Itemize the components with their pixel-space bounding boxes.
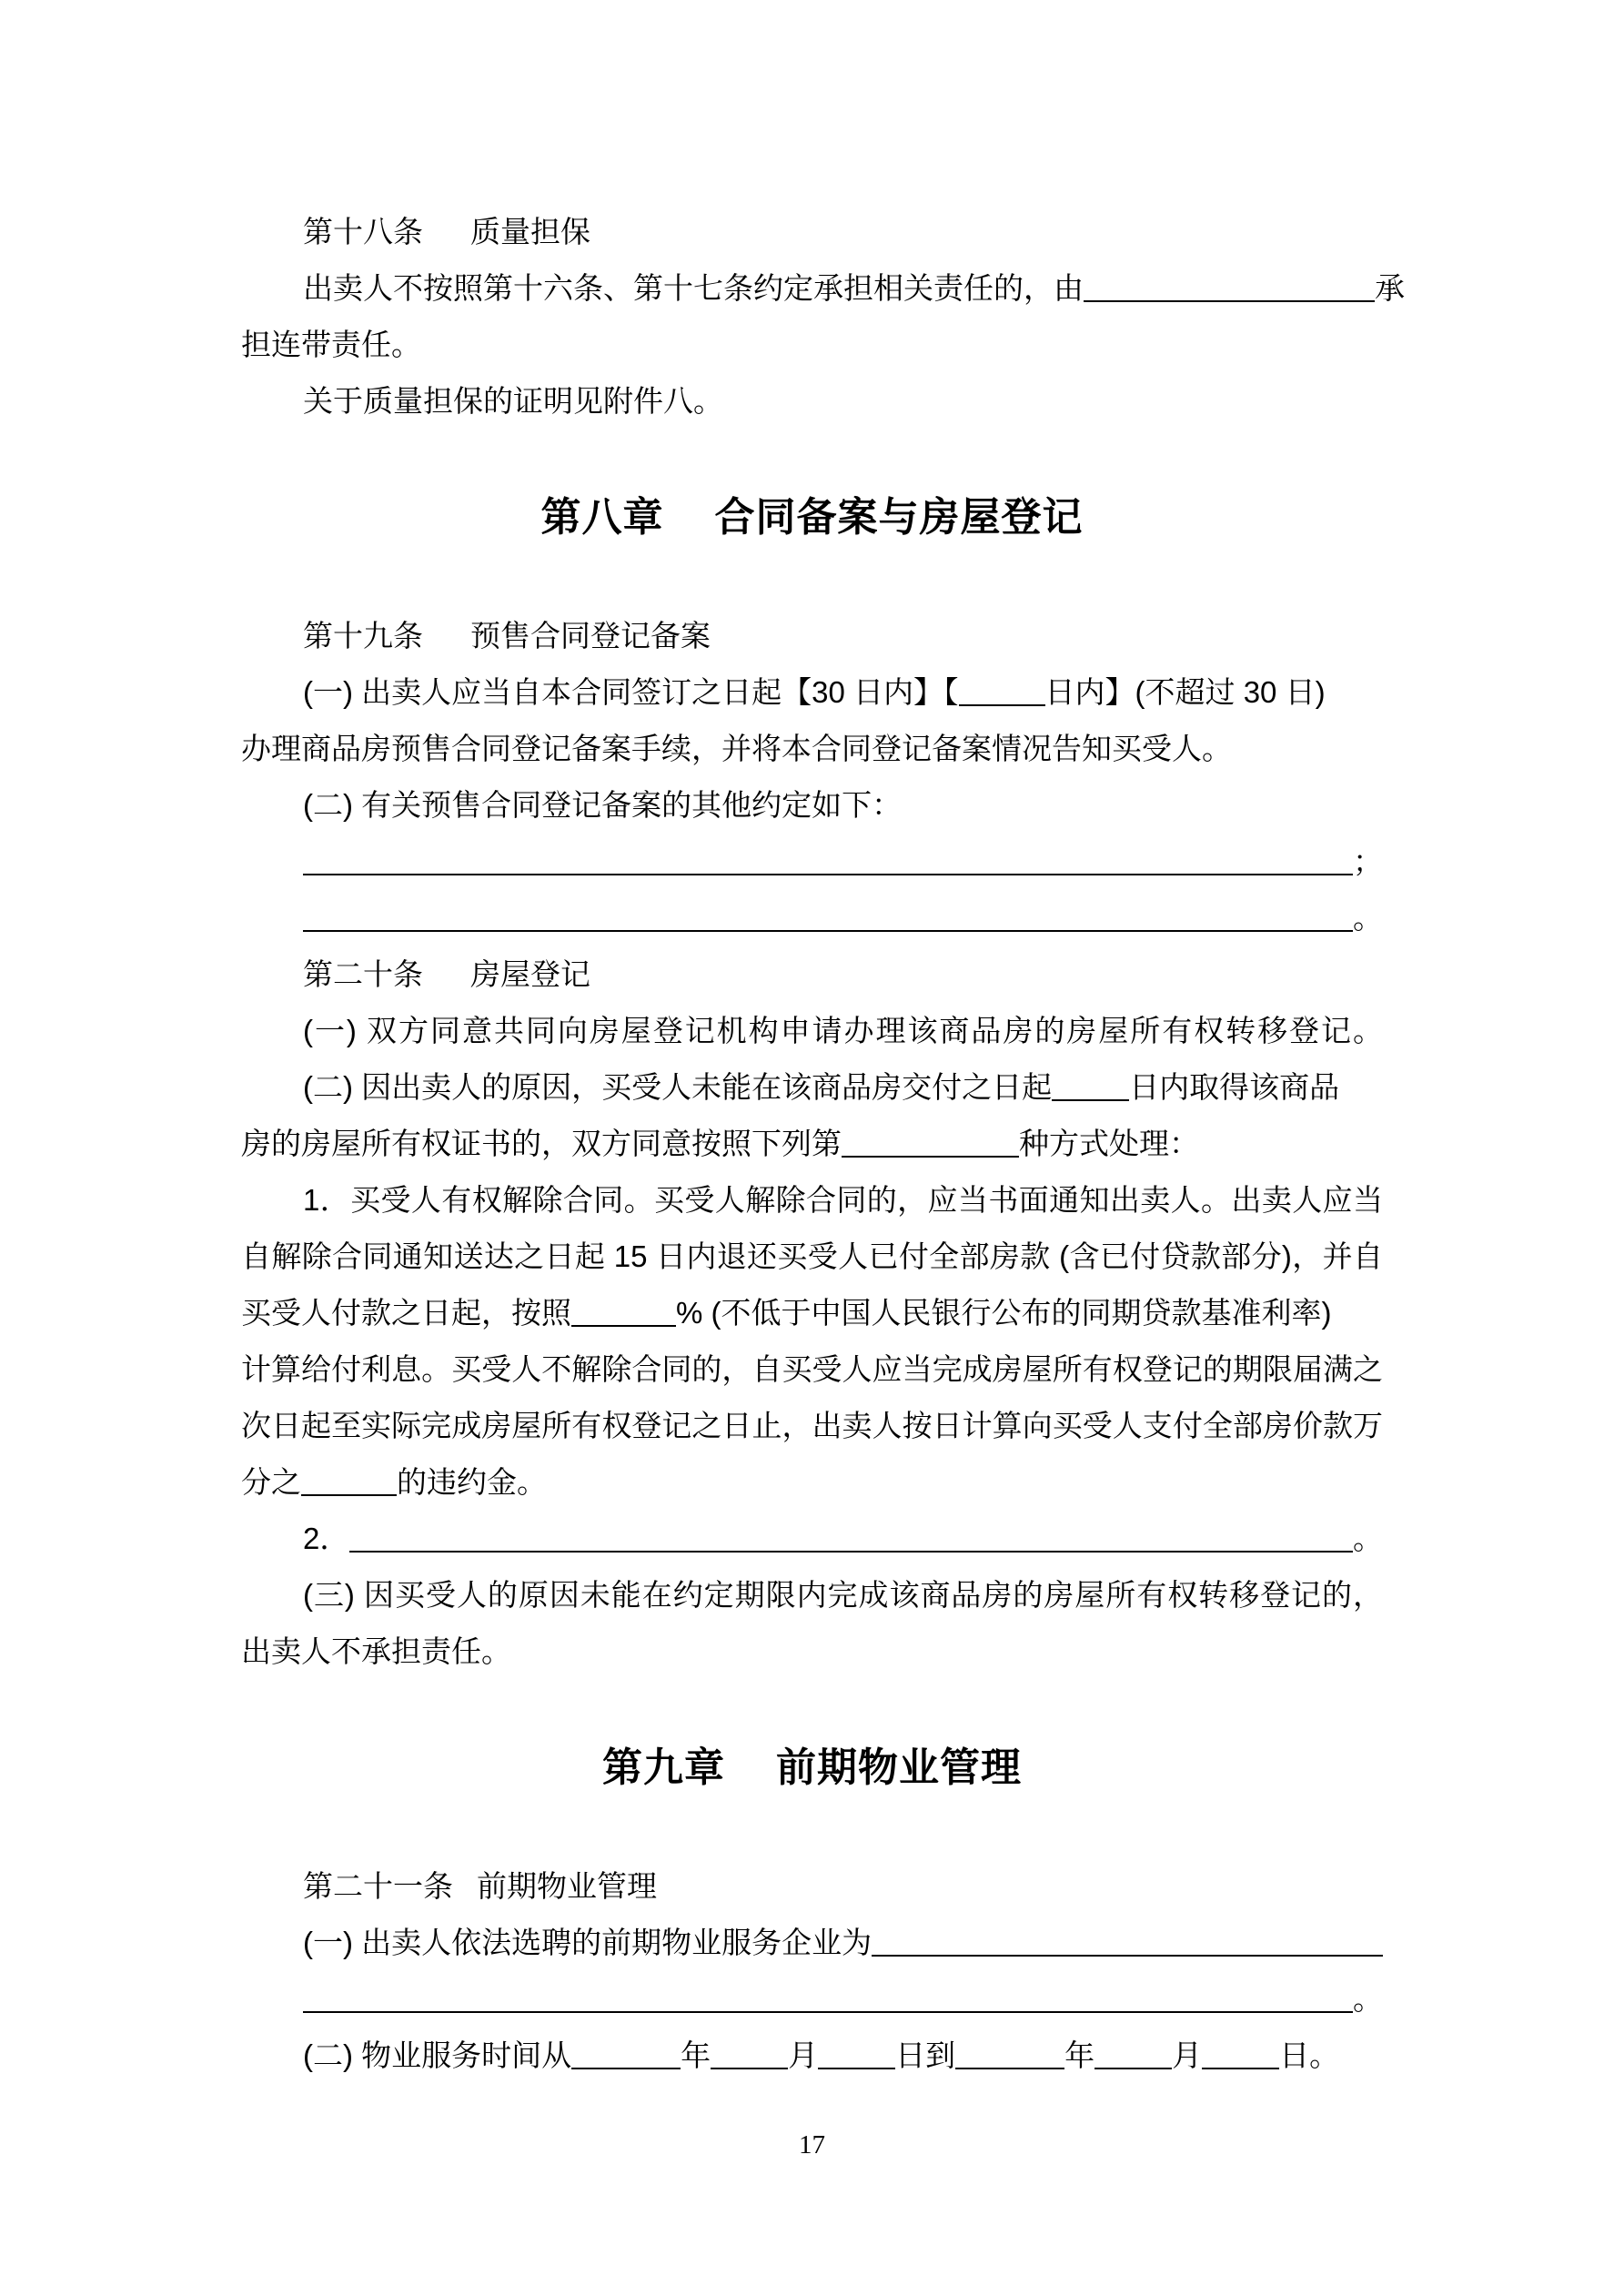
- text-run: 合同备案与房屋登记: [714, 495, 1084, 540]
- text-run: 关于质量担保的证明见附件八。: [303, 384, 723, 418]
- blank-underline: [872, 1947, 1383, 1957]
- text-run: 前期物业管理: [776, 1745, 1022, 1790]
- document-line: [241, 1623, 1383, 1680]
- text-run: (一) 双方同意共同向房屋登记机构申请办理该商品房的房屋所有权转移登记。: [303, 1014, 1383, 1047]
- document-line: [241, 1285, 1383, 1341]
- document-line: [241, 1229, 1383, 1285]
- text-run: 日。: [1279, 2038, 1340, 2072]
- blank-underline: [1094, 2060, 1172, 2069]
- blank-underline: [818, 2060, 895, 2069]
- text-run: 第八章: [540, 495, 664, 540]
- document-line: [241, 1398, 1383, 1454]
- text-run: 。: [1353, 1522, 1383, 1555]
- text-run: 月: [788, 2038, 819, 2072]
- blank-underline: [301, 1487, 397, 1496]
- article-heading: [241, 946, 1383, 1003]
- text-run: 的违约金。: [397, 1465, 547, 1499]
- blank-underline: [959, 697, 1045, 706]
- document-body: [241, 0, 1405, 2084]
- page-number: 17: [799, 2130, 825, 2159]
- text-run: 年: [681, 2038, 711, 2072]
- text-run: (二) 物业服务时间从: [303, 2038, 572, 2072]
- text-run: 日内取得该商品: [1129, 1070, 1340, 1104]
- article-heading: [241, 608, 1383, 664]
- text-run: 1．买受人有权解除合同。买受人解除合同的，应当书面通知出卖人。出卖人应当: [303, 1183, 1383, 1217]
- text-run: 种方式处理：: [1019, 1127, 1199, 1160]
- text-run: (一) 出卖人依法选聘的前期物业服务企业为: [303, 1926, 873, 1959]
- document-line: [241, 317, 1383, 373]
- text-run: 办理商品房预售合同登记备案手续，并将本合同登记备案情况告知买受人。: [241, 732, 1232, 765]
- text-run: % (不低于中国人民银行公布的同期贷款基准利率): [676, 1296, 1332, 1330]
- document-line: [241, 1511, 1383, 1567]
- text-run: 房的房屋所有权证书的，双方同意按照下列第: [241, 1127, 842, 1160]
- text-run: 计算给付利息。买受人不解除合同的，自买受人应当完成房屋所有权登记的期限届满之: [241, 1352, 1383, 1386]
- text-run: 第二十条: [303, 957, 423, 991]
- text-run: 第十八条: [303, 215, 423, 248]
- document-line: [241, 1059, 1383, 1116]
- article-heading: [241, 1858, 1383, 1915]
- text-run: 自解除合同通知送达之日起 15 日内退还买受人已付全部房款 (含已付贷款部分)，并自: [241, 1239, 1383, 1273]
- document-line: [241, 1454, 1383, 1511]
- text-run: ；: [1353, 845, 1383, 878]
- text-run: 前期物业管理: [477, 1869, 657, 1903]
- blank-underline: [955, 2060, 1064, 2069]
- text-run: 。: [1353, 901, 1383, 935]
- text-run: 买受人付款之日起，按照: [241, 1296, 571, 1330]
- document-line: [241, 834, 1383, 890]
- text-run: 年: [1064, 2038, 1095, 2072]
- text-run: 出卖人不按照第十六条、第十七条约定承担相关责任的，由: [303, 271, 1084, 305]
- document-line: [241, 260, 1405, 317]
- text-run: 承: [1375, 271, 1405, 305]
- text-run: (二) 因出卖人的原因，买受人未能在该商品房交付之日起: [303, 1070, 1053, 1104]
- document-line: [241, 1341, 1383, 1398]
- document-line: [241, 777, 1383, 834]
- text-run: (二) 有关预售合同登记备案的其他约定如下：: [303, 788, 903, 822]
- chapter-heading: [241, 480, 1383, 555]
- blank-underline: [1084, 293, 1375, 302]
- blank-underline: [303, 2004, 1353, 2013]
- blank-underline: [1202, 2060, 1279, 2069]
- document-line: [241, 1567, 1383, 1623]
- blank-underline: [349, 1543, 1353, 1553]
- text-run: 次日起至实际完成房屋所有权登记之日止，出卖人按日计算向买受人支付全部房价款万: [241, 1409, 1383, 1442]
- chapter-heading: [241, 1731, 1383, 1805]
- text-run: 分之: [241, 1465, 301, 1499]
- document-line: [241, 664, 1383, 721]
- text-run: 2．: [303, 1522, 350, 1555]
- text-run: 第十九条: [303, 619, 423, 652]
- article-heading: [241, 204, 1383, 260]
- blank-underline: [303, 866, 1353, 875]
- document-line: [241, 890, 1383, 946]
- blank-underline: [842, 1148, 1019, 1158]
- document-line: [241, 1172, 1383, 1229]
- document-line: [241, 721, 1383, 777]
- text-run: 日内】(不超过 30 日): [1044, 675, 1326, 709]
- text-run: 第九章: [602, 1745, 725, 1790]
- text-run: 第二十一条: [303, 1869, 453, 1903]
- blank-underline: [571, 1318, 676, 1327]
- text-run: 日到: [895, 2038, 956, 2072]
- text-run: (三) 因买受人的原因未能在约定期限内完成该商品房的房屋所有权转移登记的，: [303, 1578, 1383, 1612]
- blank-underline: [711, 2060, 788, 2069]
- blank-underline: [303, 923, 1353, 932]
- text-run: 质量担保: [470, 215, 590, 248]
- document-line: [241, 373, 1383, 430]
- text-run: 房屋登记: [470, 957, 590, 991]
- text-run: 担连带责任。: [241, 328, 421, 361]
- text-run: 月: [1172, 2038, 1203, 2072]
- text-run: (一) 出卖人应当自本合同签订之日起【30 日内】【: [303, 675, 959, 709]
- document-line: [241, 2028, 1383, 2084]
- document-line: [241, 1003, 1383, 1059]
- blank-underline: [571, 2060, 681, 2069]
- document-line: [241, 1915, 1383, 1971]
- document-line: [241, 1971, 1383, 2028]
- blank-underline: [1052, 1092, 1129, 1101]
- text-run: 。: [1353, 1982, 1383, 2016]
- text-run: 预售合同登记备案: [470, 619, 711, 652]
- document-line: [241, 1116, 1383, 1172]
- text-run: 出卖人不承担责任。: [241, 1634, 511, 1668]
